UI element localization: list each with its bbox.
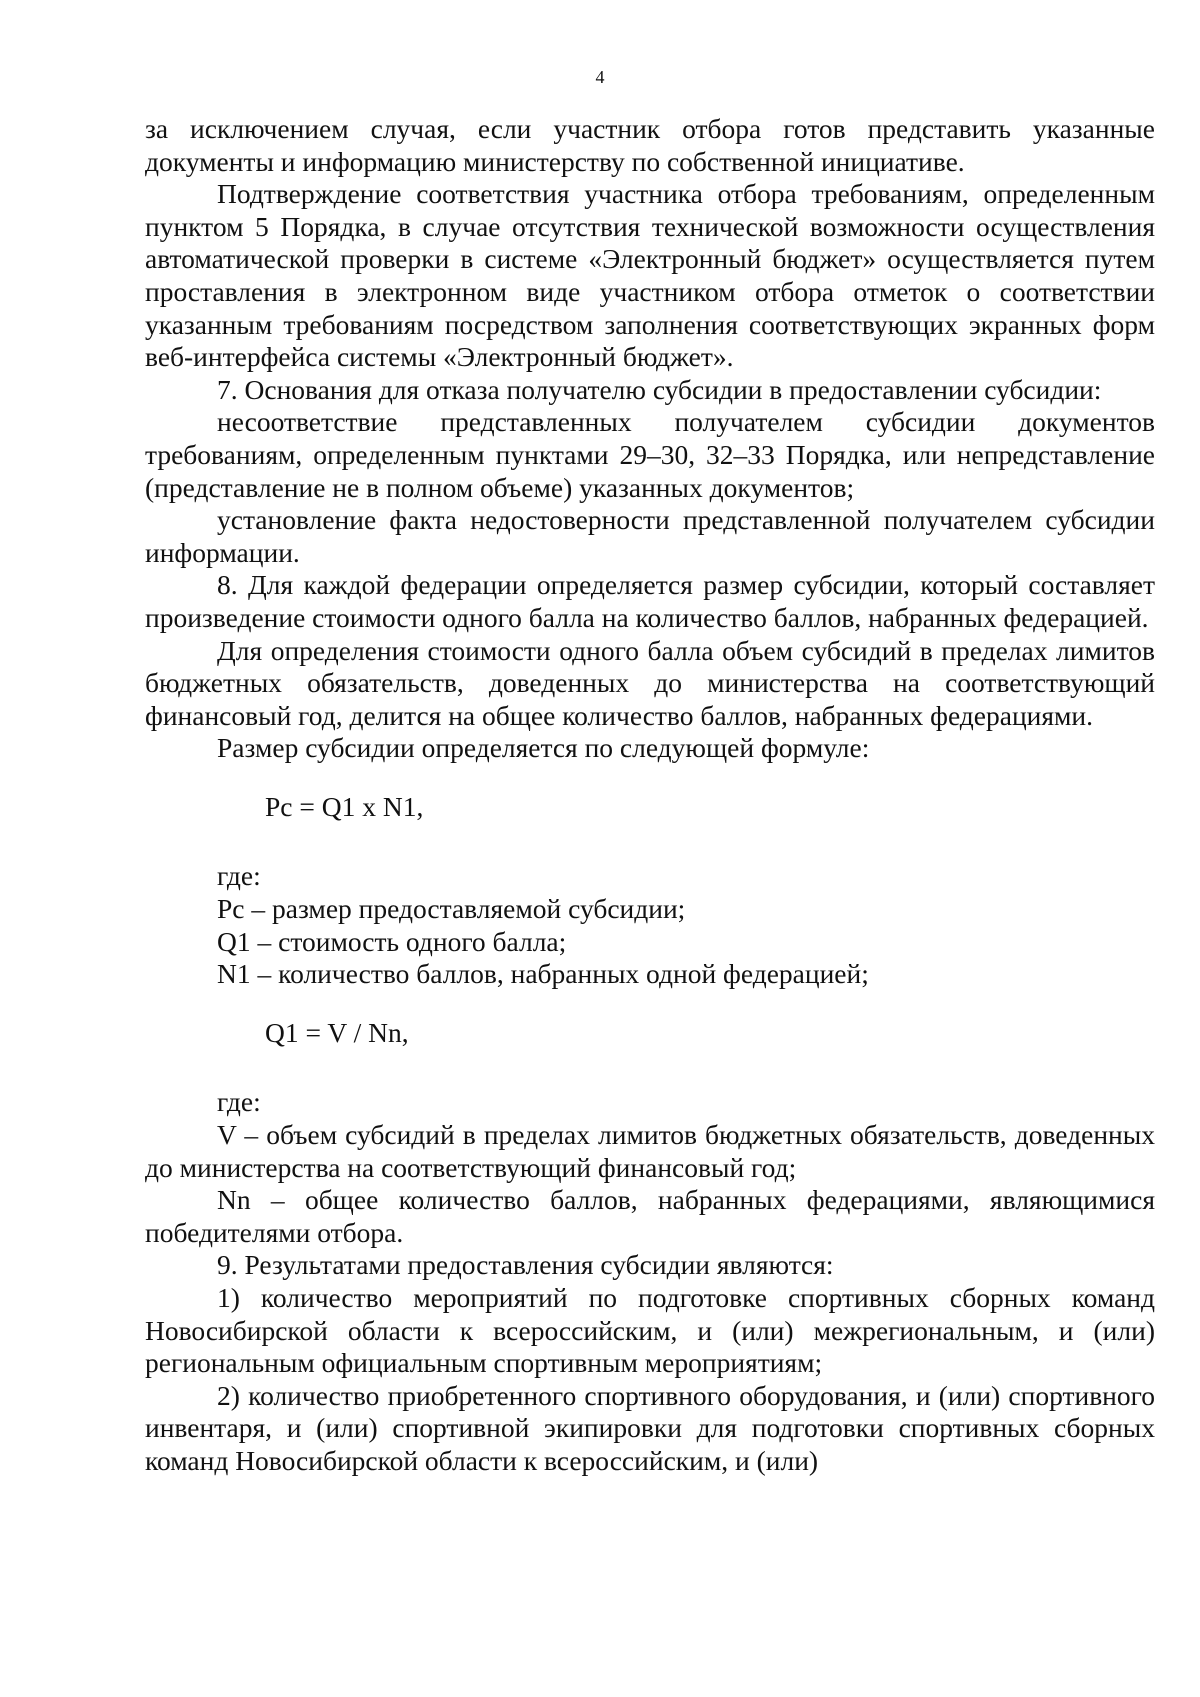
paragraph-def-n1: N1 – количество баллов, набранных одной федерацией; [217,958,869,990]
paragraph-3: 7. Основания для отказа получателю субсидии в предоставлении субсидии: [217,373,1102,405]
paragraph-where-2: где: [217,1086,261,1118]
paragraph-def-nn: Nn – общее количество баллов, набранных федерациями, являющимися победителями отбора. [145,1184,1155,1248]
document-body [145,113,1155,1478]
paragraph-8: Размер субсидии определяется по следующей формуле: [217,732,870,764]
paragraph-7: Для определения стоимости одного балла объем субсидий в пределах лимитов бюджетных обязательств, доведенных до министерства на соответствующий финансовый год, делится на общее количество баллов, набранных федерациями. [145,634,1155,731]
paragraph-5: установление факта недостоверности представленной получателем субсидии информации. [145,504,1155,568]
paragraph-1: за исключением случая, если участник отбора готов представить указанные документы и информацию министерству по собственной инициативе. [145,113,1155,177]
formula-2: Q1 = V / Nn, [265,1016,409,1048]
paragraph-result-2: 2) количество приобретенного спортивного оборудования, и (или) спортивного инвентаря, и (или) спортивной экипировки для подготовки спортивных сборных команд Новосибирской области к всероссийским, и (или) [145,1379,1155,1476]
paragraph-6: 8. Для каждой федерации определяется размер субсидии, который составляет произведение стоимости одного балла на количество баллов, набранных федерацией. [145,569,1155,633]
formula-1: Pc = Q1 x N1, [265,790,424,822]
paragraph-9: 9. Результатами предоставления субсидии являются: [217,1249,834,1281]
paragraph-4: несоответствие представленных получателем субсидии документов требованиям, определенным пунктами 29–30, 32–33 Порядка, или непредставление (представление не в полном объеме) указанных документов; [145,406,1155,503]
paragraph-2: Подтверждение соответствия участника отбора требованиям, определенным пунктом 5 Порядка, в случае отсутствия технической возможности осуществления автоматической проверки в системе «Электронный бюджет» осуществляется путем проставления в электронном виде участником отбора отметок о соответствии указанным требованиям посредством заполнения соответствующих экранных форм веб-интерфейса системы «Электронный бюджет». [145,178,1155,373]
paragraph-def-q1: Q1 – стоимость одного балла; [217,925,567,957]
page-number: 4 [595,67,605,87]
paragraph-where-1: где: [217,860,261,892]
paragraph-def-v: V – объем субсидий в пределах лимитов бюджетных обязательств, доведенных до министерства на соответствующий финансовый год; [145,1119,1155,1183]
paragraph-result-1: 1) количество мероприятий по подготовке спортивных сборных команд Новосибирской области к всероссийским, и (или) межрегиональным, и (или) региональным официальным спортивным мероприятиям; [145,1282,1155,1379]
paragraph-def-pc: Pc – размер предоставляемой субсидии; [217,893,686,925]
